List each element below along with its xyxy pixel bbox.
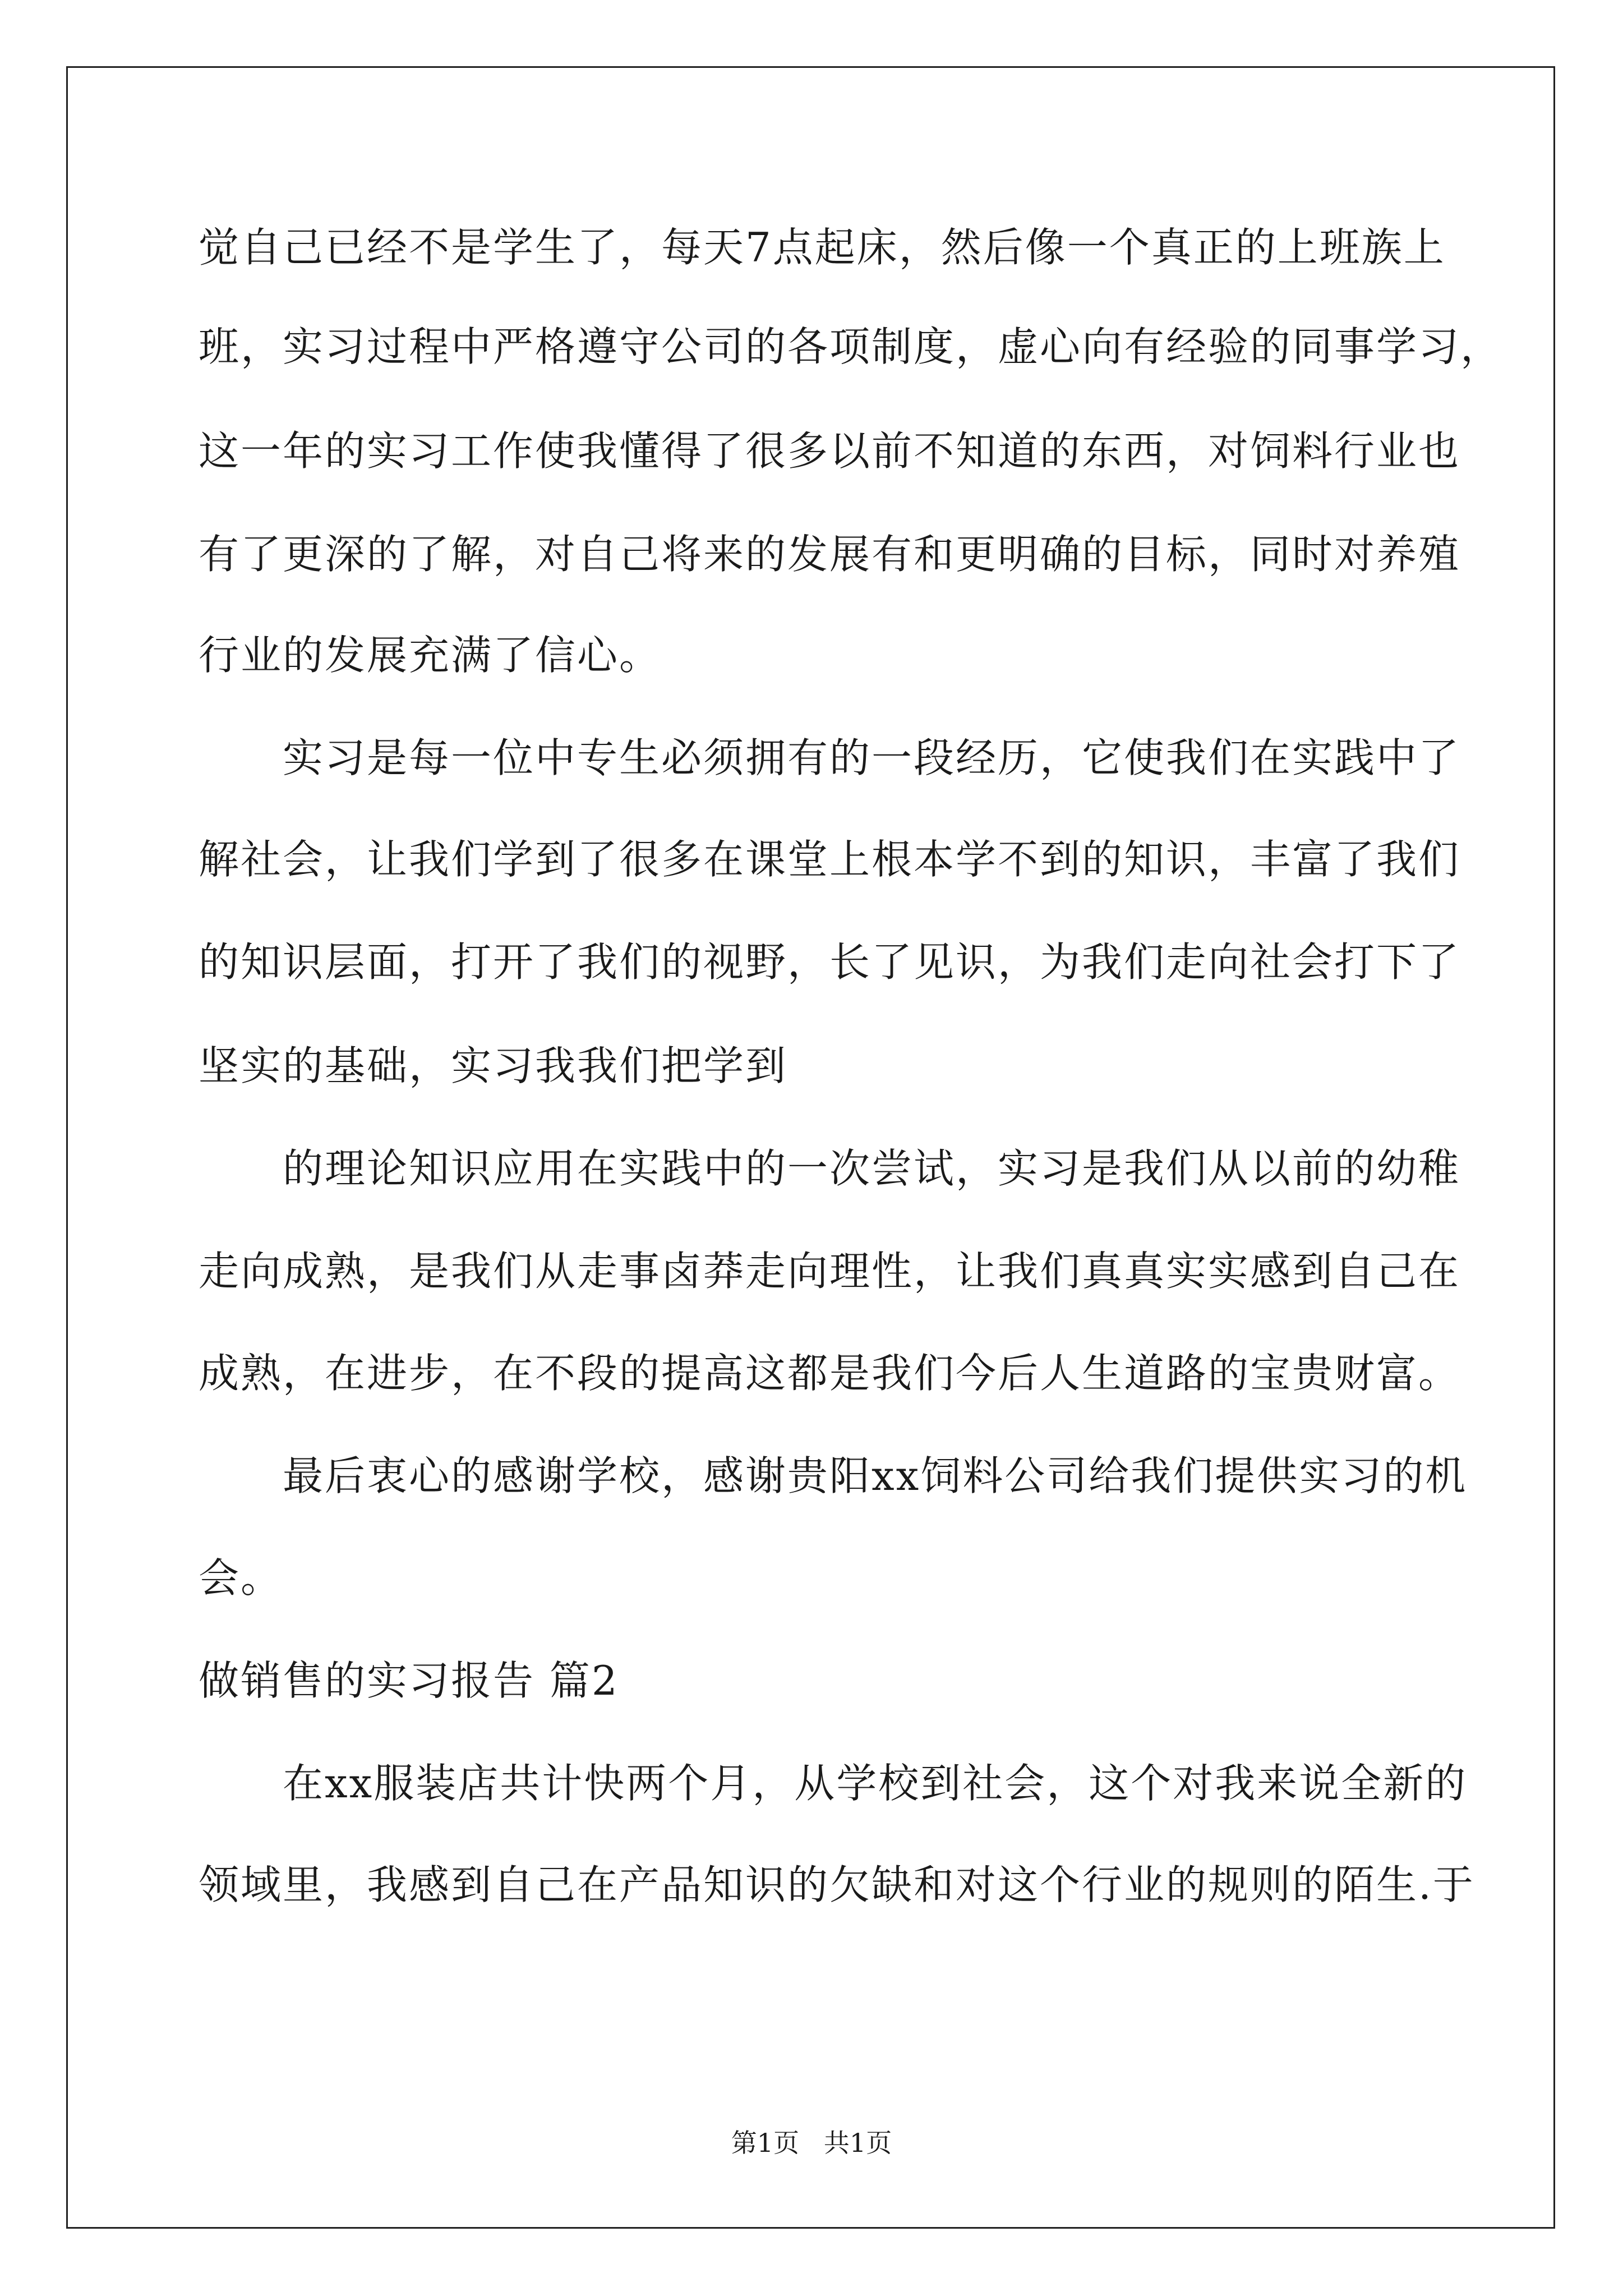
text-line: 解社会，让我们学到了很多在课堂上根本学不到的知识，丰富了我们 <box>199 836 1461 883</box>
section-heading: 做销售的实习报告 篇2 <box>199 1657 619 1704</box>
text-line: 在xx服装店共计快两个月，从学校到社会，这个对我来说全新的 <box>283 1760 1468 1807</box>
text-line: 行业的发展充满了信心。 <box>199 632 662 679</box>
text-line: 这一年的实习工作使我懂得了很多以前不知道的东西，对饲料行业也 <box>199 427 1461 475</box>
page-number: 第1页 共1页 <box>731 2128 892 2158</box>
text-line: 实习是每一位中专生必须拥有的一段经历，它使我们在实践中了 <box>283 734 1461 781</box>
text-line: 最后衷心的感谢学校，感谢贵阳xx饲料公司给我们提供实习的机 <box>283 1452 1468 1499</box>
text-line: 坚实的基础，实习我我们把学到 <box>199 1042 788 1089</box>
text-line: 有了更深的了解，对自己将来的发展有和更明确的目标，同时对养殖 <box>199 531 1461 578</box>
text-line: 走向成熟，是我们从走事卤莽走向理性，让我们真真实实感到自己在 <box>199 1248 1461 1295</box>
text-line: 班，实习过程中严格遵守公司的各项制度，虚心向有经验的同事学习， <box>199 323 1503 370</box>
text-line: 的理论知识应用在实践中的一次尝试，实习是我们从以前的幼稚 <box>283 1145 1461 1192</box>
text-line: 领域里，我感到自己在产品知识的欠缺和对这个行业的规则的陌生.于 <box>199 1861 1475 1908</box>
text-line: 成熟，在进步，在不段的提高这都是我们今后人生道路的宝贵财富。 <box>199 1350 1461 1397</box>
text-line: 觉自己已经不是学生了，每天7点起床，然后像一个真正的上班族上 <box>199 224 1446 271</box>
text-line: 的知识层面，打开了我们的视野，长了见识，为我们走向社会打下了 <box>199 938 1461 986</box>
text-line: 会。 <box>199 1554 283 1602</box>
